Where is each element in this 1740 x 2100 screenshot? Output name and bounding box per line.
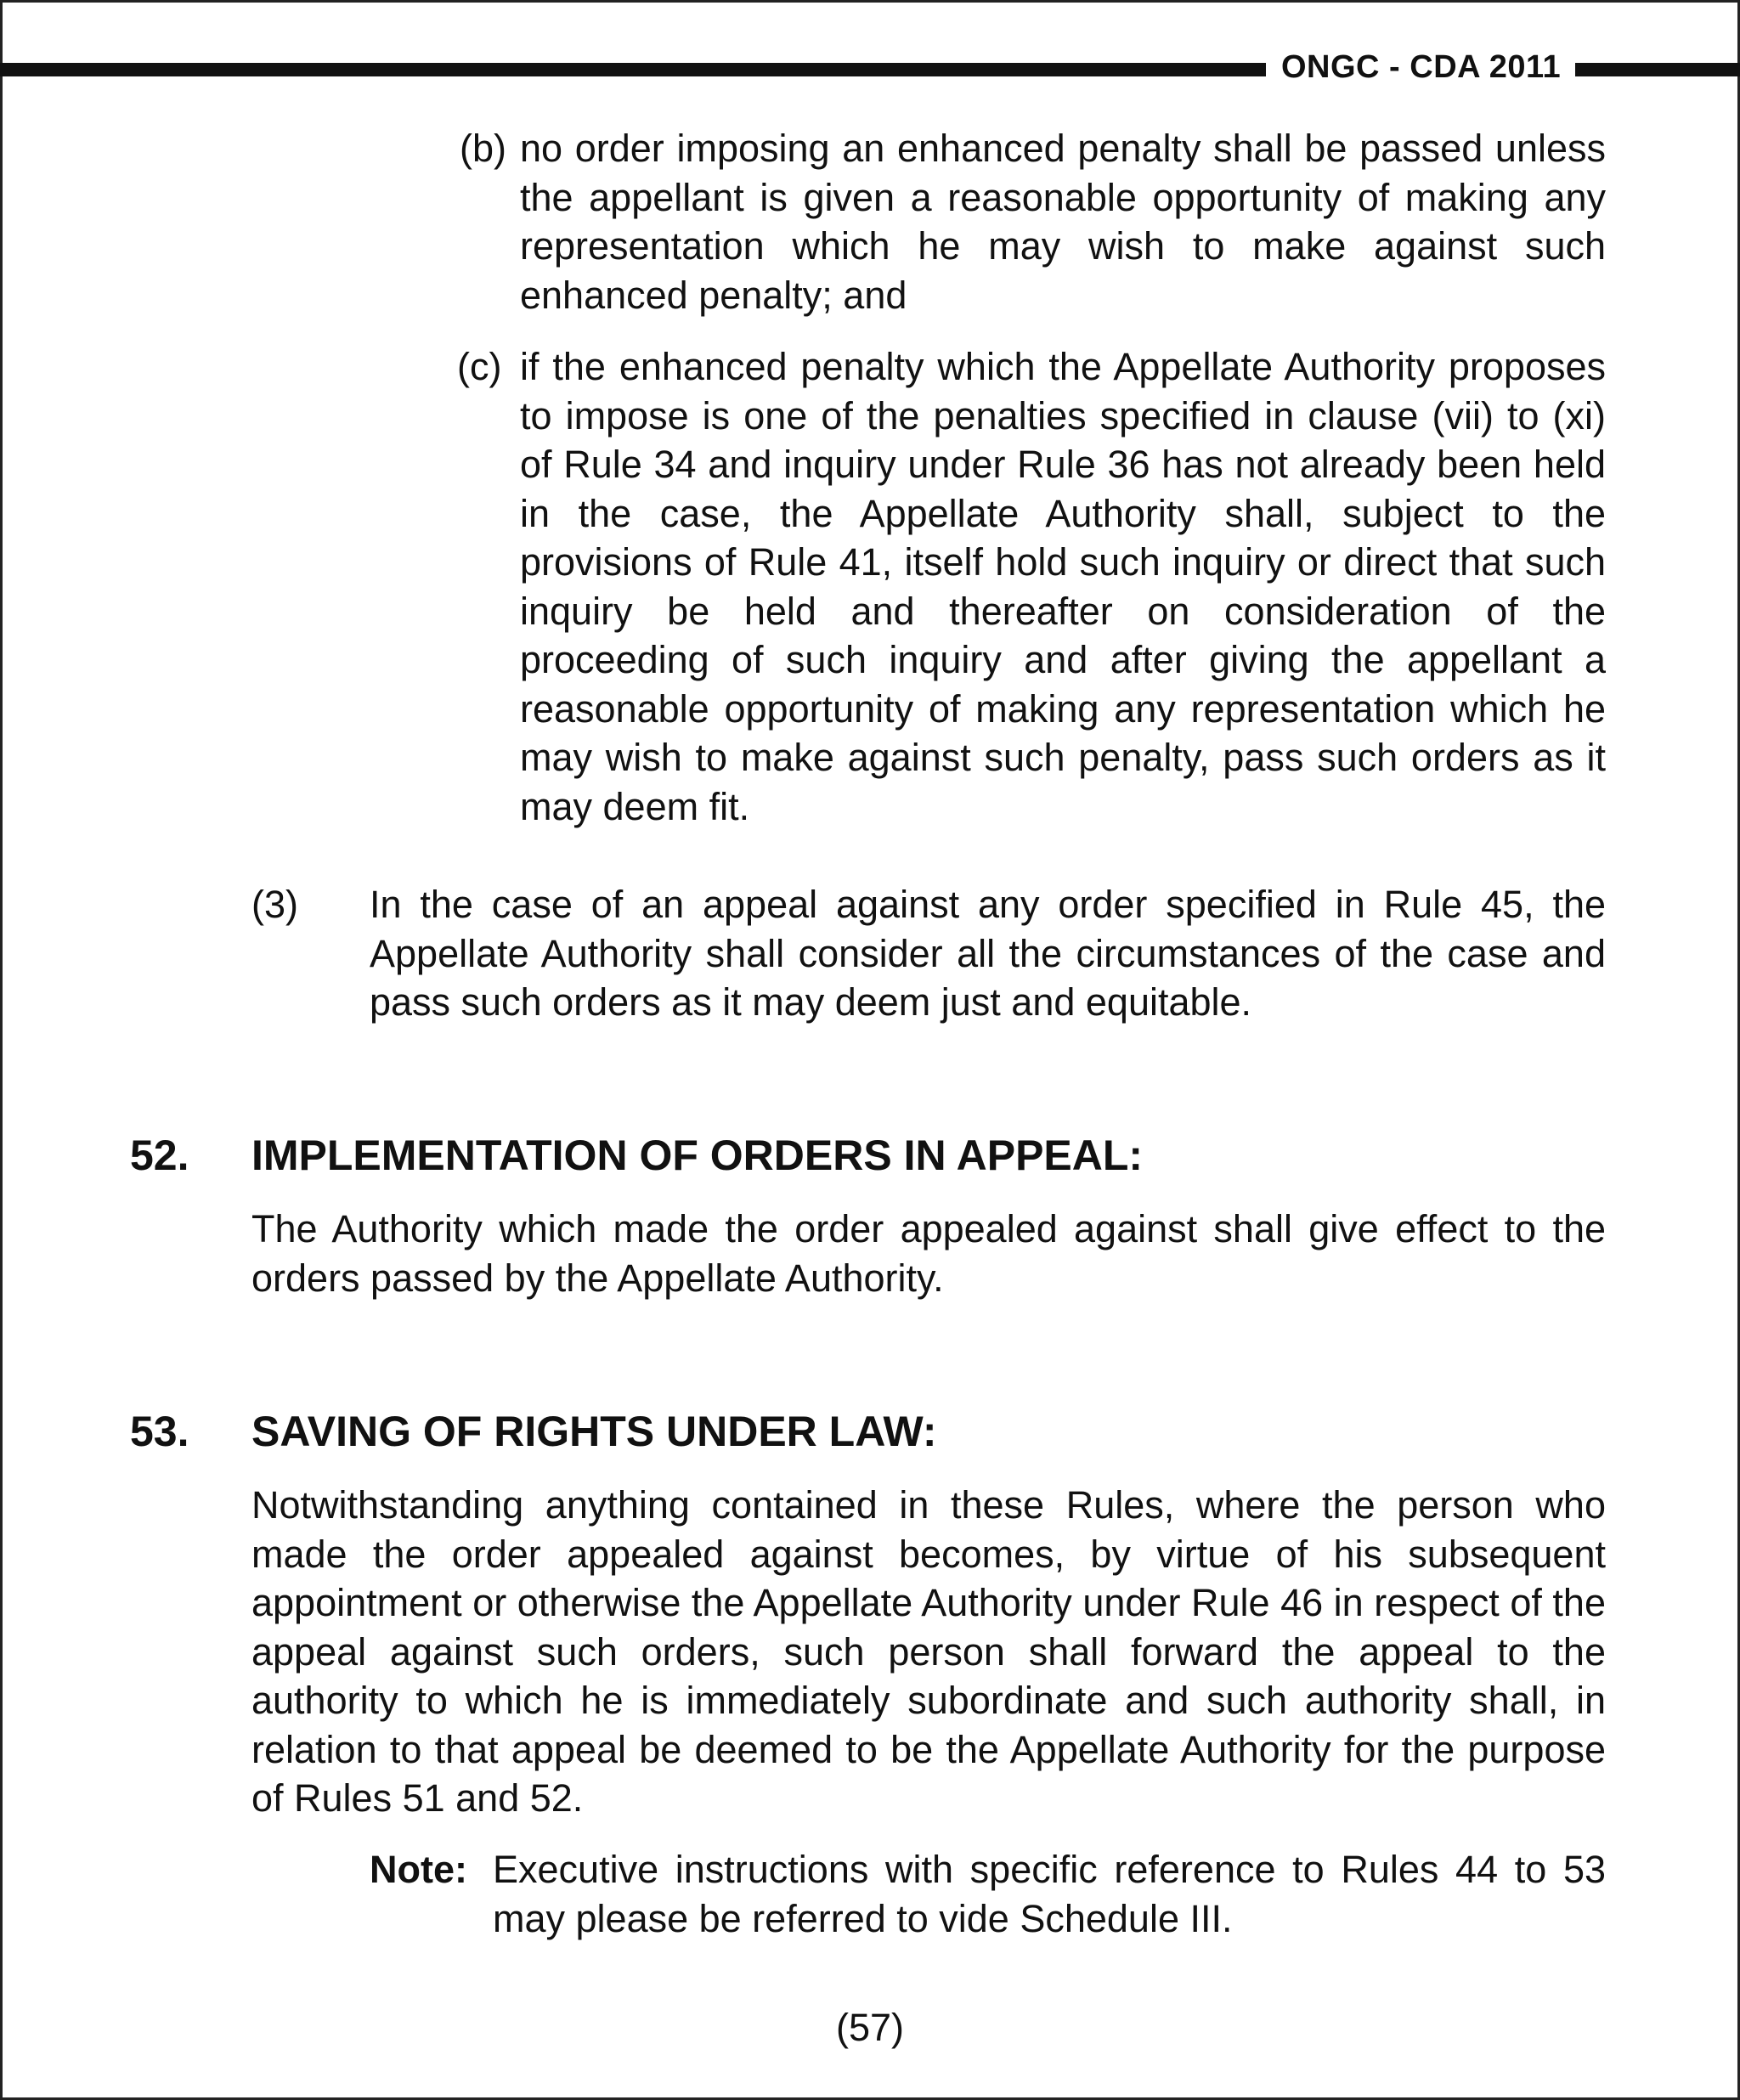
rule-52-title: IMPLEMENTATION OF ORDERS IN APPEAL: [251, 1132, 1144, 1179]
rule-53-title: SAVING OF RIGHTS UNDER LAW: [251, 1408, 937, 1455]
sub-rule-3-marker: (3) [251, 883, 298, 926]
note-text: Executive instructions with specific reference to Rules 44 to 53 may please be referred to vide Schedule III. [493, 1848, 1606, 1940]
rule-52-number: 52. [130, 1132, 189, 1179]
rule-53-number: 53. [130, 1408, 189, 1455]
clause-c-marker: (c) [457, 345, 502, 388]
sub-rule-3-text: In the case of an appeal against any order specified in Rule 45, the Appellate Authority shall consider all the circumstances of the case and pass such orders as it may deem just and equitable. [370, 883, 1606, 1024]
header-rule-right [1575, 63, 1740, 76]
page-number: (57) [835, 2006, 905, 2049]
rule-52-text: The Authority which made the order appealed against shall give effect to the orders passed by the Appellate Authority. [251, 1207, 1606, 1300]
header-rule-left [0, 63, 1266, 76]
note-label: Note: [370, 1848, 467, 1891]
rule-53-text: Notwithstanding anything contained in these Rules, where the person who made the order appealed against becomes, by virtue of his subsequent appointment or otherwise the Appellate Authority under Rule 46 in respect of the appeal against such orders, such person shall forward the appeal to the authority to which he is immediately subordinate and such authority shall, in relation to that appeal be deemed to be the Appellate Authority for the purpose of Rules 51 and 52. [251, 1483, 1606, 1820]
clause-c-text: if the enhanced penalty which the Appellate Authority proposes to impose is one of the penalties specified in clause (vii) to (xi) of Rule 34 and inquiry under Rule 36 has not already been held in the case, the Appellate Authority shall, subject to the provisions of Rule 41, itself hold such inquiry or direct that such inquiry be held and thereafter on consideration of the proceeding of such inquiry and after giving the appellant a reasonable opportunity of making any representation which he may wish to make against such penalty, pass such orders as it may deem fit. [520, 345, 1606, 828]
document-header-title: ONGC - CDA 2011 [1281, 49, 1562, 85]
clause-b-marker: (b) [460, 127, 506, 170]
clause-b-text: no order imposing an enhanced penalty shall be passed unless the appellant is given a reasonable opportunity of making any representation which he may wish to make against such enhanced penalty; and [520, 127, 1606, 317]
